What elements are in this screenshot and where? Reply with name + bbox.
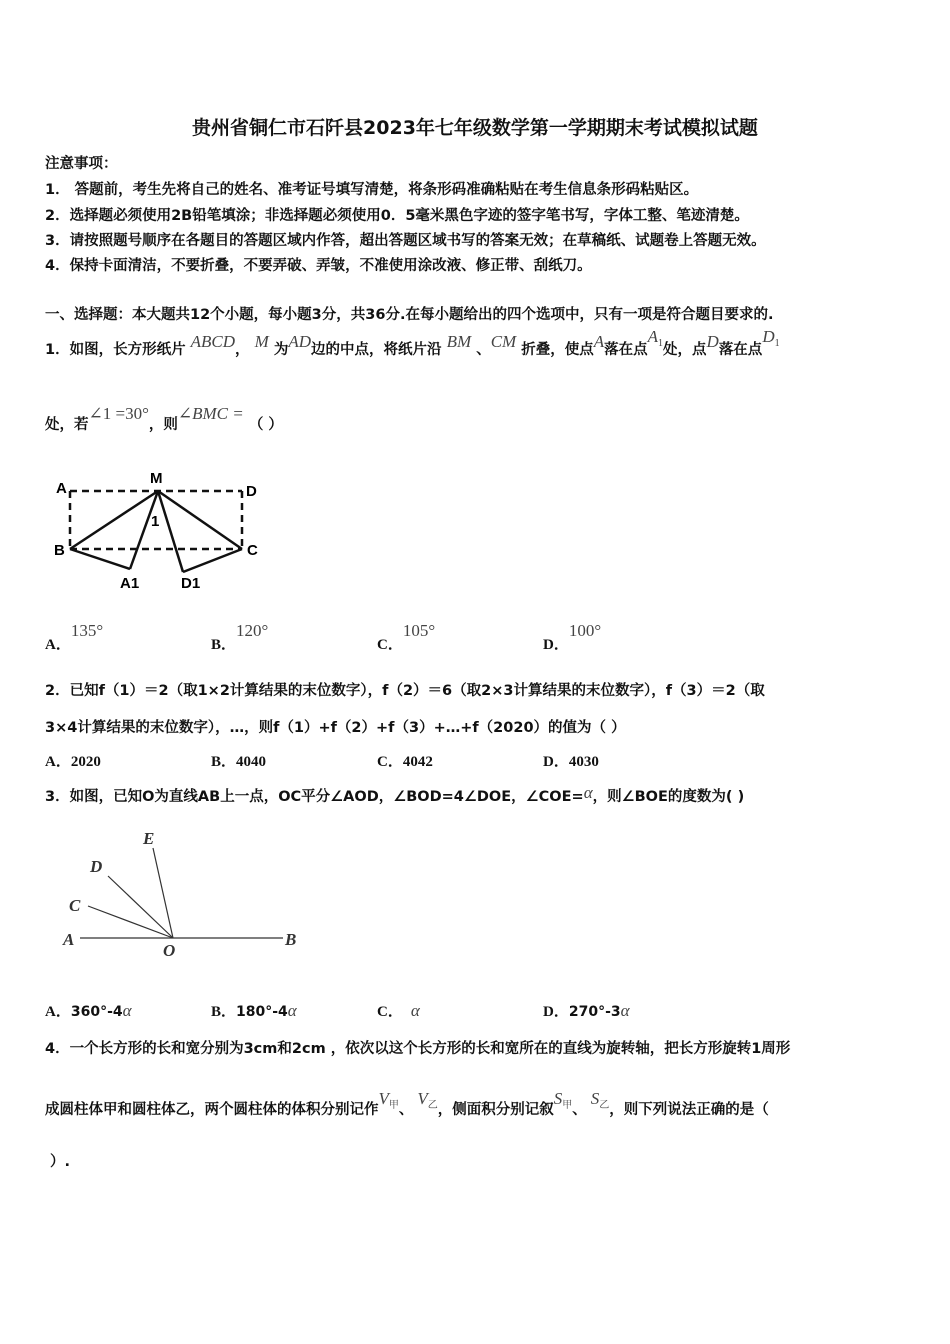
figure-label-c: C (247, 542, 258, 559)
question-1-option-c[interactable]: C．105° (377, 621, 436, 653)
question-1-figure (50, 466, 270, 596)
question-2-line-2: 3×4计算结果的末位数字），…，则f（1）+f（2）+f（3）+…+f（2020）的值为（ ） (45, 720, 626, 736)
question-1-line-1: 1．如图，长方形纸片 ABCD， M 为AD边的中点，将纸片沿 BM 、CM 折叠，使点A落在点$A^1$处，点D落在点$D^1$ (45, 327, 780, 358)
notice-item-4: 4．保持卡面清洁，不要折叠，不要弄破、弄皱，不准使用涂改液、修正带、刮纸刀。 (45, 258, 592, 274)
question-1-option-b[interactable]: B．120° (211, 621, 269, 653)
question-4-line-3: ）. (50, 1154, 71, 1170)
ray-od (108, 876, 173, 938)
question-2-option-d[interactable]: D．4030 (543, 754, 599, 770)
figure-label-angle-1: 1 (151, 513, 160, 530)
figure-label-b: B (54, 542, 65, 559)
ray-oc (88, 906, 173, 938)
question-3-option-a[interactable]: A．360°-4α (45, 1001, 132, 1020)
question-1-line-2: 处，若∠1 =30°，则∠BMC = （ ） (45, 404, 283, 433)
figure-label-c: C (69, 896, 81, 915)
question-3-text: 3．如图，已知O为直线AB上一点，OC平分∠AOD，∠BOD=4∠DOE，∠COE=α，则∠BOE的度数为( ) (45, 783, 745, 805)
notice-item-3: 3．请按照题号顺序在各题目的答题区域内作答，超出答题区域书写的答案无效；在草稿纸、试题卷上答题无效。 (45, 233, 766, 249)
figure-label-m: M (150, 470, 163, 487)
page-title: 贵州省铜仁市石阡县2023年七年级数学第一学期期末考试模拟试题 (192, 117, 758, 139)
notice-item-1: 1． 答题前，考生先将自己的姓名、准考证号填写清楚，将条形码准确粘贴在考生信息条形码粘贴区。 (45, 182, 699, 198)
question-4-line-1: 4．一个长方形的长和宽分别为3cm和2cm ，依次以这个长方形的长和宽所在的直线为旋转轴，把长方形旋转1周形 (45, 1041, 791, 1057)
figure-folds (70, 491, 242, 572)
figure-label-a1: A1 (120, 575, 140, 592)
figure-label-d: D (246, 483, 257, 500)
question-3-option-c[interactable]: C． α (377, 1001, 420, 1020)
ray-oe (153, 848, 173, 938)
question-4-line-2: 成圆柱体甲和圆柱体乙，两个圆柱体的体积分别记作$V^甲$、$V^乙$，侧面积分别记叙$S^甲$、$S^乙$，则下列说法正确的是（ (45, 1089, 769, 1118)
question-3-option-b[interactable]: B．180°-4α (211, 1001, 297, 1020)
question-3-option-d[interactable]: D．270°-3α (543, 1001, 630, 1020)
question-3-figure (55, 828, 305, 963)
figure-label-b: B (285, 930, 297, 949)
section-heading: 一、选择题：本大题共12个小题，每小题3分，共36分.在每小题给出的四个选项中，只有一项是符合题目要求的. (45, 307, 774, 323)
figure-label-o: O (163, 941, 176, 960)
question-2-option-c[interactable]: C．4042 (377, 754, 433, 770)
question-2-option-a[interactable]: A．2020 (45, 754, 101, 770)
question-2-option-b[interactable]: B．4040 (211, 754, 267, 770)
figure-label-a: A (63, 930, 75, 949)
notice-item-2: 2．选择题必须使用2B铅笔填涂；非选择题必须使用0．5毫米黑色字迹的签字笔书写，字体工整、笔迹清楚。 (45, 208, 749, 224)
question-1-option-d[interactable]: D．100° (543, 621, 602, 653)
figure-label-d1: D1 (181, 575, 201, 592)
figure-label-e: E (143, 829, 155, 848)
question-2-line-1: 2．已知f（1）＝2（取1×2计算结果的末位数字），f（2）＝6（取2×3计算结果的末位数字），f（3）＝2（取 (45, 683, 765, 699)
notice-heading: 注意事项： (45, 156, 118, 172)
figure-label-a: A (56, 480, 67, 497)
question-1-option-a[interactable]: A．135° (45, 621, 104, 653)
figure-label-d: D (90, 857, 103, 876)
